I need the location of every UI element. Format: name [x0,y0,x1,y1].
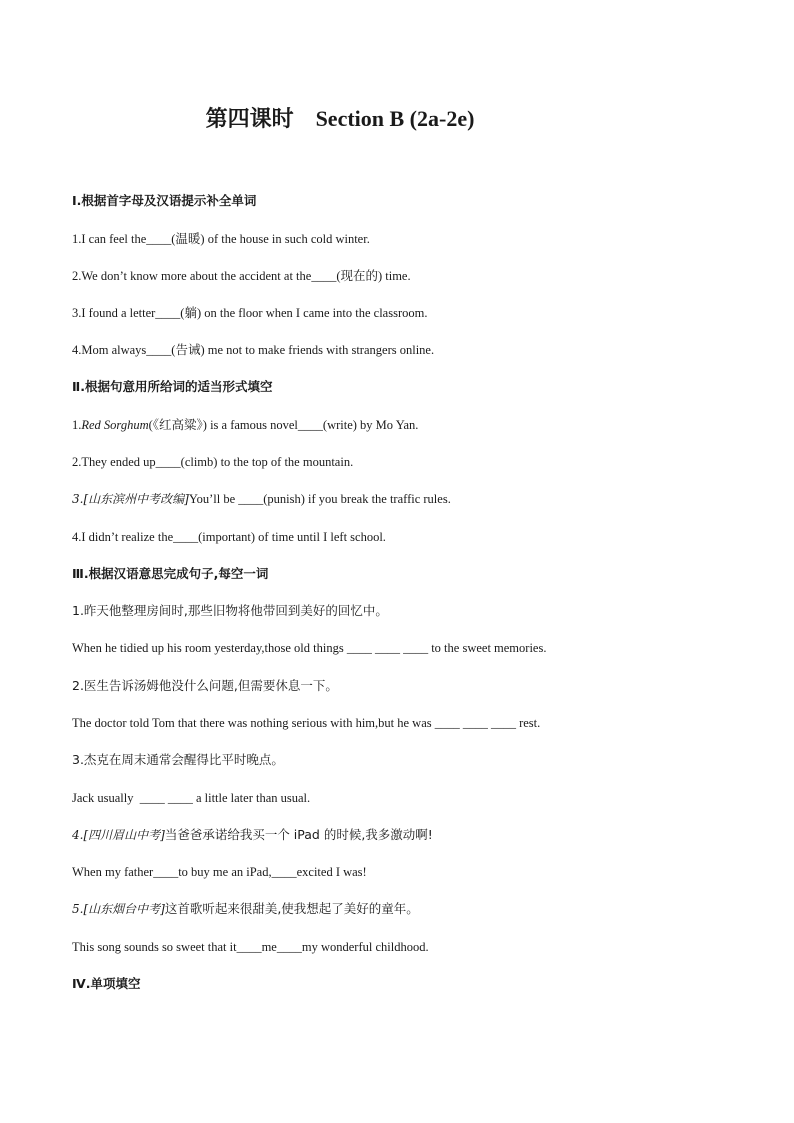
s3-q4-text: 当爸爸承诺给我买一个 iPad 的时候,我多激动啊! [164,827,433,842]
s2-item-1-number: 1. [72,418,82,432]
s3-q5-source: 5.[山东烟台中考] [72,902,165,916]
s2-item-3-source: 3.[山东滨州中考改编] [72,492,189,506]
s1-item-3: 3.I found a letter____(躺) on the floor when I came into the classroom. [72,306,428,320]
s3-q4-english: When my father____to buy me an iPad,____excited I was! [72,865,367,879]
page-title: 第四课时 Section B (2a-2e) [205,106,475,131]
s3-q1-chinese: 1.昨天他整理房间时,那些旧物将他带回到美好的回忆中。 [72,603,388,618]
s3-q3-english: Jack usually ____ ____ a little later than usual. [72,791,311,805]
s1-item-1: 1.I can feel the____(温暖) of the house in such cold winter. [72,232,370,246]
s3-q4-chinese [72,827,752,843]
s2-item-1-rest: (《红高粱》) is a famous novel____(write) by Mo Yan. [148,418,419,432]
s2-item-3-rest: You’ll be ____(punish) if you break the traffic rules. [188,492,451,506]
section-4-heading: Ⅳ.单项填空 [72,976,141,991]
s3-q2-english: The doctor told Tom that there was nothing serious with him,but he was ____ ____ ____ rest. [72,716,541,730]
s3-q5-text: 这首歌听起来很甜美,使我想起了美好的童年。 [164,901,419,916]
book-title: Red Sorghum [81,418,149,432]
s2-item-4: 4.I didn’t realize the____(important) of time until I left school. [72,530,386,544]
s3-q5-english: This song sounds so sweet that it____me____my wonderful childhood. [72,940,429,954]
s3-q2-chinese: 2.医生告诉汤姆他没什么问题,但需要休息一下。 [72,678,338,693]
section-1-heading: Ⅰ.根据首字母及汉语提示补全单词 [72,193,257,208]
s2-item-3 [72,491,752,507]
s3-q5-chinese [72,901,752,917]
s2-item-2: 2.They ended up____(climb) to the top of the mountain. [72,455,354,469]
s2-item-1 [72,417,752,433]
section-3-heading: Ⅲ.根据汉语意思完成句子,每空一词 [72,566,269,581]
s3-q1-english: When he tidied up his room yesterday,those old things ____ ____ ____ to the sweet memories. [72,641,547,655]
section-2-heading: Ⅱ.根据句意用所给词的适当形式填空 [72,379,273,394]
s3-q4-source: 4.[四川眉山中考] [72,828,165,842]
s3-q3-chinese: 3.杰克在周末通常会醒得比平时晚点。 [72,752,284,767]
s1-item-4: 4.Mom always____(告诫) me not to make friends with strangers online. [72,343,435,357]
s1-item-2: 2.We don’t know more about the accident at the____(现在的) time. [72,269,411,283]
